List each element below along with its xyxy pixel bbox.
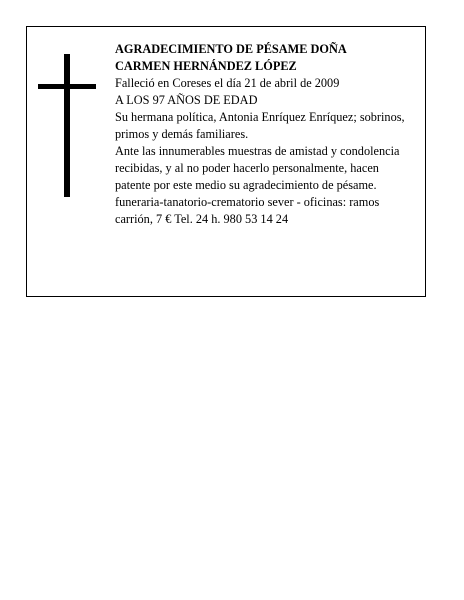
thanks-paragraph: Ante las innumerables muestras de amistad y condolencia recibidas, y al no poder hacerlo personalmente, hacen patente por este medio su agradecimiento de pésame. bbox=[115, 144, 400, 192]
cross-vertical-bar bbox=[64, 54, 70, 197]
notice-title-line-2: CARMEN HERNÁNDEZ LÓPEZ bbox=[115, 59, 297, 73]
family-paragraph: Su hermana política, Antonia Enríquez Enríquez; sobrinos, primos y demás familiares. bbox=[115, 110, 405, 141]
cross-horizontal-bar bbox=[38, 84, 96, 89]
funeral-home-info: funeraria-tanatorio-crematorio sever - oficinas: ramos carrión, 7 € Tel. 24 h. 980 53 14 24 bbox=[115, 195, 380, 226]
notice-text bbox=[115, 41, 415, 228]
obituary-notice bbox=[26, 26, 426, 297]
death-details: Falleció en Coreses el día 21 de abril de 2009 bbox=[115, 76, 340, 90]
age-line: A LOS 97 AÑOS DE EDAD bbox=[115, 93, 258, 107]
notice-title-line-1: AGRADECIMIENTO DE PÉSAME DOÑA bbox=[115, 42, 347, 56]
